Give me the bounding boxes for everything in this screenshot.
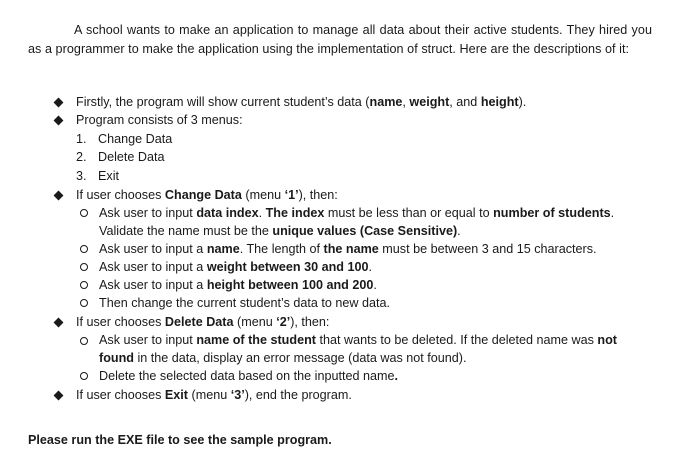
diamond-bullet-icon xyxy=(54,116,64,126)
menu-item-label: Change Data xyxy=(98,132,173,146)
circle-bullet-icon xyxy=(80,263,88,271)
circle-bullet-icon xyxy=(80,245,88,253)
footer-note: Please run the EXE file to see the sample program. xyxy=(28,433,332,447)
circle-bullet-icon xyxy=(80,372,88,380)
delete-step-name-cont: found in the data, display an error message (data was not found). xyxy=(99,351,467,365)
bullet-show-data: Firstly, the program will show current student’s data (name, weight, and height). xyxy=(76,95,527,109)
menu-number: 2. xyxy=(76,150,87,164)
circle-bullet-icon xyxy=(80,337,88,345)
change-step-height: Ask user to input a height between 100 and 200. xyxy=(99,278,377,292)
delete-step-name: Ask user to input name of the student that wants to be deleted. If the deleted name was not xyxy=(99,333,618,347)
change-step-apply: Then change the current student’s data to new data. xyxy=(99,296,391,310)
delete-step-remove: Delete the selected data based on the inputted name. xyxy=(99,369,398,383)
bullet-menus: Program consists of 3 menus: xyxy=(76,113,243,127)
diamond-bullet-icon xyxy=(54,391,64,401)
circle-bullet-icon xyxy=(80,299,88,307)
change-step-index-cont: Validate the name must be the unique values (Case Sensitive). xyxy=(99,224,461,238)
bullet-change-data: If user chooses Change Data (menu ‘1’), then: xyxy=(76,188,338,202)
diamond-bullet-icon xyxy=(54,318,64,328)
menu-number: 3. xyxy=(76,169,87,183)
menu-item-label: Delete Data xyxy=(98,150,165,164)
circle-bullet-icon xyxy=(80,209,88,217)
bullet-exit: If user chooses Exit (menu ‘3’), end the program. xyxy=(76,388,352,402)
diamond-bullet-icon xyxy=(54,98,64,108)
circle-bullet-icon xyxy=(80,281,88,289)
menu-number: 1. xyxy=(76,132,87,146)
diamond-bullet-icon xyxy=(54,191,64,201)
menu-item-label: Exit xyxy=(98,169,119,183)
change-step-index: Ask user to input data index. The index must be less than or equal to number of students. xyxy=(99,206,615,220)
intro-paragraph: A school wants to make an application to manage all data about their active students. They hired you as a programmer to make the application using the implementation of struct. Here are the descriptions of it: xyxy=(28,23,652,56)
change-step-name: Ask user to input a name. The length of the name must be between 3 and 15 characters. xyxy=(99,242,597,256)
change-step-weight: Ask user to input a weight between 30 and 100. xyxy=(99,260,372,274)
bullet-delete-data: If user chooses Delete Data (menu ‘2’), then: xyxy=(76,315,330,329)
